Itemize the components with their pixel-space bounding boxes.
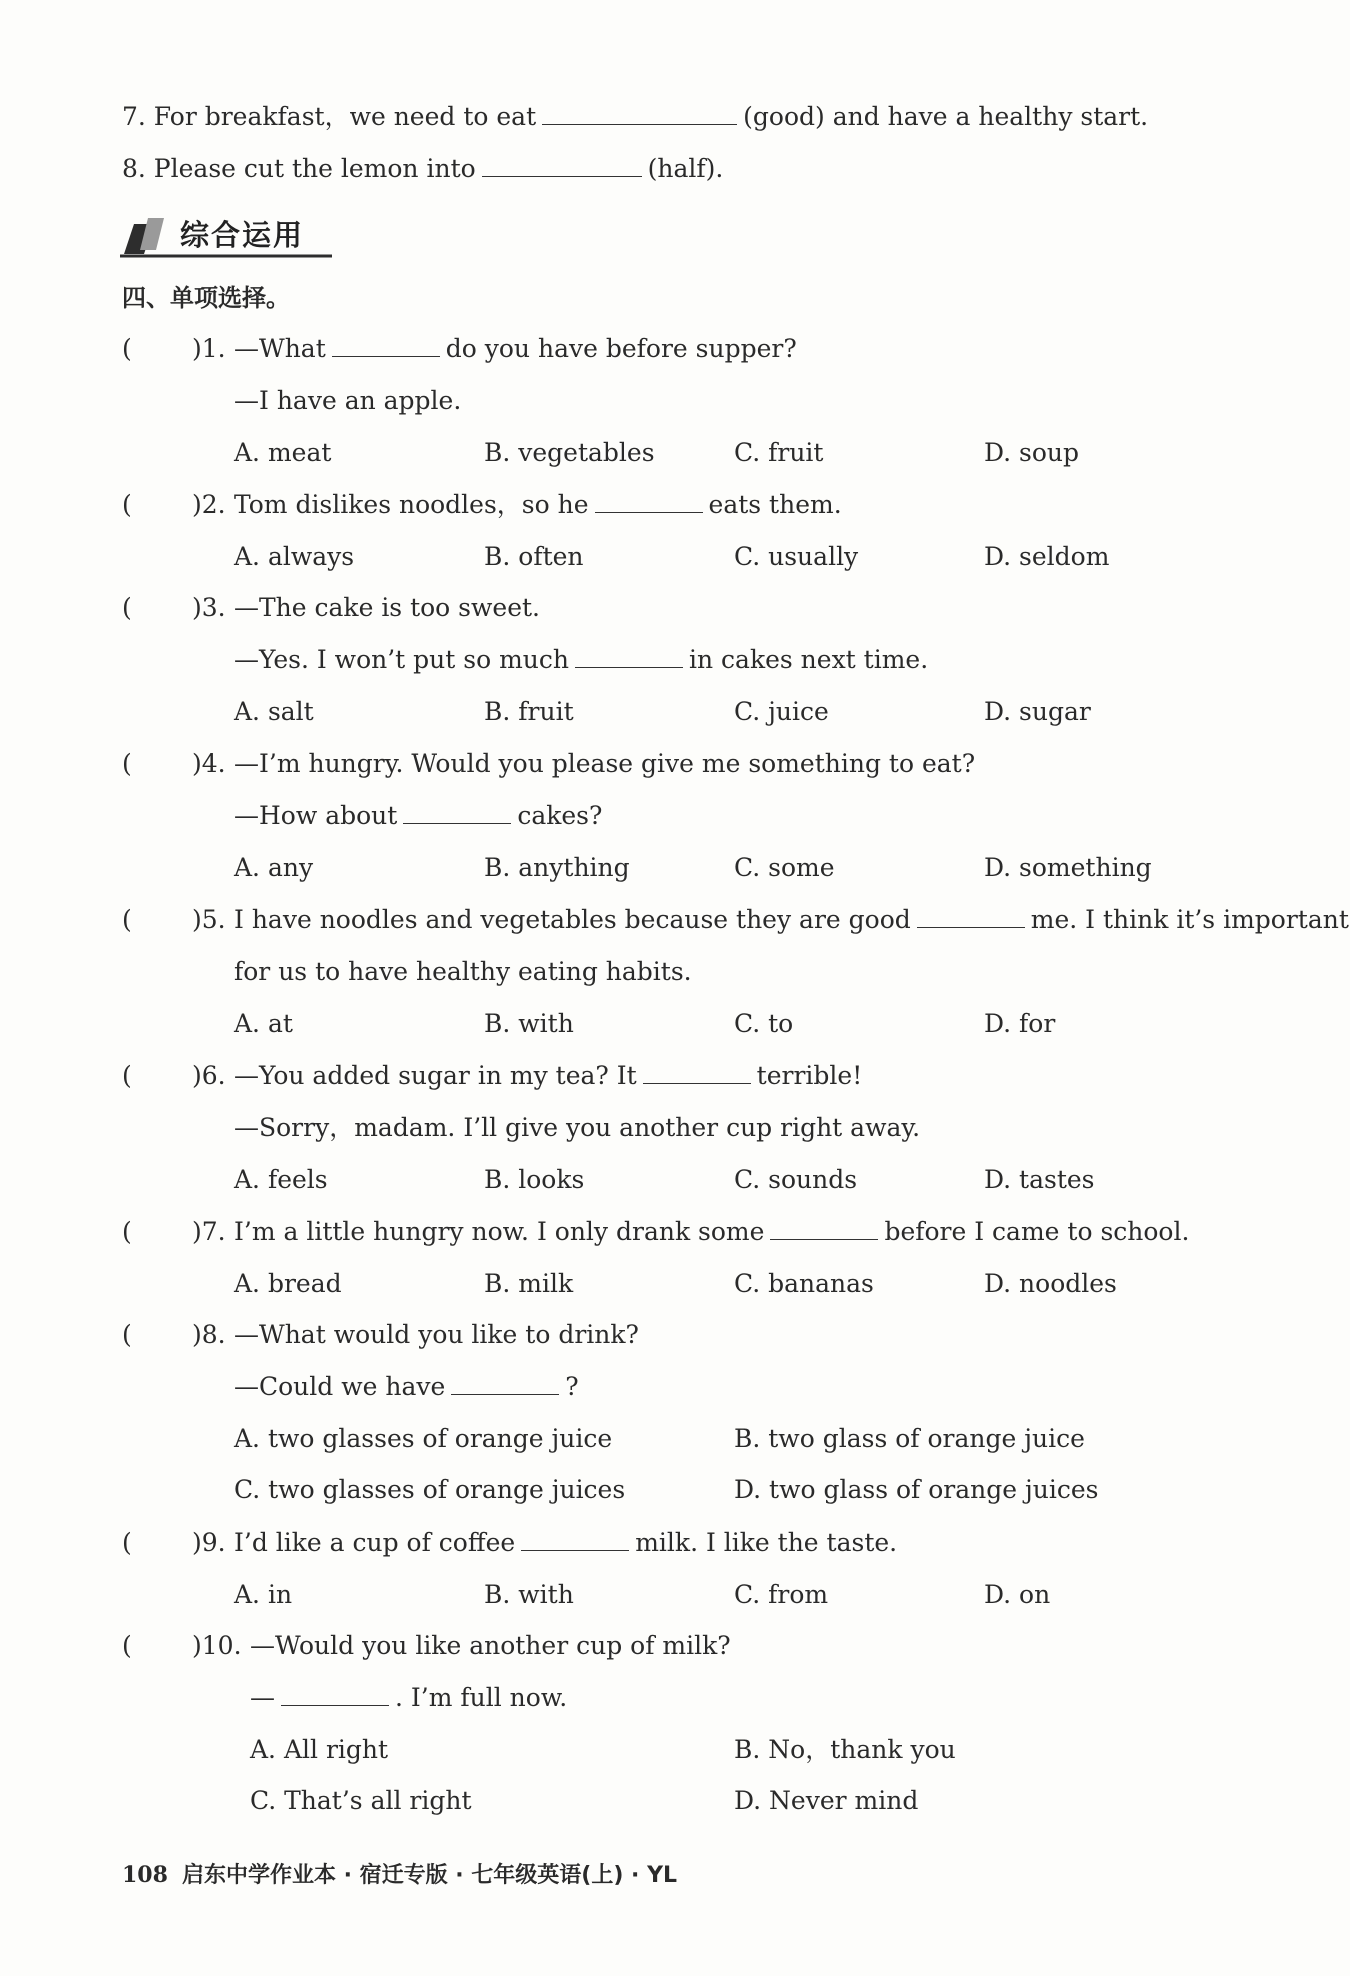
question-text: in cakes next time. [689, 644, 929, 674]
option[interactable]: B. two glass of orange juice [734, 1423, 1085, 1453]
question-text: —What [234, 334, 326, 363]
answer-blank[interactable] [482, 175, 642, 177]
option[interactable]: A. two glasses of orange juice [234, 1423, 613, 1453]
question-text: milk. I like the taste. [635, 1528, 898, 1557]
fill-in-text: 8. Please cut the lemon into [122, 154, 476, 183]
answer-blank[interactable] [281, 1704, 389, 1706]
question-text: —Would you like another cup of milk? [250, 1631, 731, 1660]
option[interactable]: A. salt [234, 696, 314, 726]
option[interactable]: B. vegetables [484, 437, 655, 467]
section-subtitle: 四、单项选择。 [122, 284, 290, 312]
question-number: )5. [192, 905, 226, 934]
option[interactable]: C. to [734, 1008, 794, 1038]
question-text: do you have before supper? [445, 334, 797, 363]
option[interactable]: A. meat [234, 437, 332, 467]
question-text: I have noodles and vegetables because they are good [234, 905, 911, 934]
option[interactable]: B. with [484, 1579, 574, 1609]
option[interactable]: D. noodles [984, 1268, 1117, 1298]
question-number: )4. [192, 749, 226, 778]
option[interactable]: D. for [984, 1008, 1056, 1038]
answer-bracket[interactable]: ( [122, 1320, 132, 1349]
question-text-line [234, 1111, 920, 1145]
answer-bracket[interactable]: ( [122, 1061, 132, 1090]
option[interactable]: C. from [734, 1579, 829, 1609]
question-text-line [234, 384, 461, 418]
answer-bracket[interactable]: ( [122, 1528, 132, 1557]
question-text: before I came to school. [884, 1217, 1190, 1246]
option[interactable]: D. seldom [984, 541, 1110, 571]
question-text-line [234, 747, 975, 781]
answer-blank[interactable] [521, 1549, 629, 1551]
option[interactable]: D. tastes [984, 1164, 1095, 1194]
question-text-line [234, 1215, 1189, 1249]
question-text: — [250, 1682, 275, 1712]
question-text-line [234, 332, 797, 366]
question-text-line [234, 488, 842, 522]
question-text: —You added sugar in my tea? It [234, 1061, 637, 1090]
fill-in-text: (good) and have a healthy start. [743, 102, 1149, 131]
option[interactable]: D. two glass of orange juices [734, 1475, 1099, 1505]
answer-blank[interactable] [403, 822, 511, 824]
question-text-line [234, 903, 1349, 937]
fill-in-text: 7. For breakfast，we need to eat [122, 102, 537, 131]
answer-blank[interactable] [643, 1082, 751, 1084]
option[interactable]: A. feels [234, 1164, 328, 1194]
question-text: cakes? [517, 800, 603, 830]
fill-in-7 [122, 100, 1148, 134]
question-text: —I’m hungry. Would you please give me something to eat? [234, 749, 976, 778]
question-number: )1. [192, 334, 226, 363]
option[interactable]: C. bananas [734, 1268, 874, 1298]
option[interactable]: A. at [234, 1008, 293, 1038]
option[interactable]: B. often [484, 541, 584, 571]
question-text-line [250, 1681, 567, 1715]
question-text: terrible! [756, 1061, 863, 1090]
option[interactable]: B. with [484, 1008, 574, 1038]
option[interactable]: D. something [984, 852, 1152, 882]
answer-bracket[interactable]: ( [122, 905, 132, 934]
question-text: —Yes. I won’t put so much [234, 644, 569, 674]
option[interactable]: A. All right [250, 1734, 389, 1764]
question-text: —Sorry，madam. I’ll give you another cup right away. [234, 1112, 921, 1142]
answer-blank[interactable] [332, 355, 440, 357]
option[interactable]: A. always [234, 541, 355, 571]
question-text-line [234, 1370, 579, 1404]
footer-text: 启东中学作业本 · 宿迁专版 · 七年级英语(上) · YL [181, 1863, 678, 1888]
fill-in-text: (half). [647, 154, 724, 183]
option[interactable]: C. fruit [734, 437, 824, 467]
option[interactable]: D. soup [984, 437, 1080, 467]
question-text: . I’m full now. [395, 1682, 568, 1712]
question-text: I’m a little hungry now. I only drank some [234, 1217, 765, 1246]
option[interactable]: C. some [734, 852, 835, 882]
question-text-line [234, 1318, 639, 1352]
question-text: for us to have healthy eating habits. [234, 956, 692, 986]
question-text-line [234, 799, 602, 833]
question-text: Tom dislikes noodles，so he [234, 490, 589, 519]
question-text: I’d like a cup of coffee [234, 1528, 516, 1557]
option[interactable]: D. sugar [984, 696, 1091, 726]
question-text-line [234, 591, 540, 625]
answer-bracket[interactable]: ( [122, 1217, 132, 1246]
option[interactable]: D. Never mind [734, 1786, 919, 1816]
question-text: —The cake is too sweet. [234, 593, 540, 622]
question-text: —How about [234, 800, 398, 830]
option[interactable]: D. on [984, 1579, 1051, 1609]
answer-bracket[interactable]: ( [122, 334, 132, 363]
question-text: —What would you like to drink? [234, 1320, 639, 1349]
option[interactable]: C. That’s all right [250, 1786, 472, 1816]
option[interactable]: A. bread [234, 1268, 342, 1298]
question-text-line [234, 955, 692, 989]
question-text: me. I think it’s important [1030, 905, 1349, 934]
fill-in-8 [122, 152, 723, 186]
question-number: )9. [192, 1528, 226, 1557]
question-text: eats them. [708, 490, 842, 519]
answer-blank[interactable] [542, 123, 737, 125]
answer-blank[interactable] [575, 666, 683, 668]
option[interactable]: B. fruit [484, 696, 574, 726]
answer-blank[interactable] [595, 511, 703, 513]
option[interactable]: B. looks [484, 1164, 585, 1194]
option[interactable]: C. two glasses of orange juices [234, 1475, 626, 1505]
answer-blank[interactable] [770, 1238, 878, 1240]
question-number: )7. [192, 1217, 226, 1246]
answer-bracket[interactable]: ( [122, 593, 132, 622]
question-text: —Could we have [234, 1371, 446, 1401]
option[interactable]: B. milk [484, 1268, 574, 1298]
page-footer [122, 1858, 677, 1889]
question-number: )8. [192, 1320, 226, 1349]
option[interactable]: C. sounds [734, 1164, 858, 1194]
question-text-line [234, 643, 928, 677]
answer-blank[interactable] [917, 926, 1025, 928]
answer-blank[interactable] [451, 1393, 559, 1395]
answer-bracket[interactable]: ( [122, 749, 132, 778]
question-number: )2. [192, 490, 226, 519]
question-text: ? [565, 1371, 579, 1401]
answer-bracket[interactable]: ( [122, 490, 132, 519]
question-text: —I have an apple. [234, 385, 462, 415]
page-number: 108 [122, 1862, 168, 1888]
option[interactable]: C. usually [734, 541, 859, 571]
question-text-line [234, 1526, 897, 1560]
option[interactable]: C. juice [734, 696, 829, 726]
question-number: )3. [192, 593, 226, 622]
option[interactable]: A. in [234, 1579, 293, 1609]
option[interactable]: A. any [234, 852, 314, 882]
question-number: )6. [192, 1061, 226, 1090]
option[interactable]: B. anything [484, 852, 630, 882]
option[interactable]: B. No，thank you [734, 1734, 956, 1764]
section-title: 综合运用 [180, 218, 305, 252]
answer-bracket[interactable]: ( [122, 1631, 132, 1660]
question-text-line [234, 1059, 862, 1093]
question-text-line [250, 1629, 731, 1663]
question-number: )10. [192, 1631, 242, 1660]
